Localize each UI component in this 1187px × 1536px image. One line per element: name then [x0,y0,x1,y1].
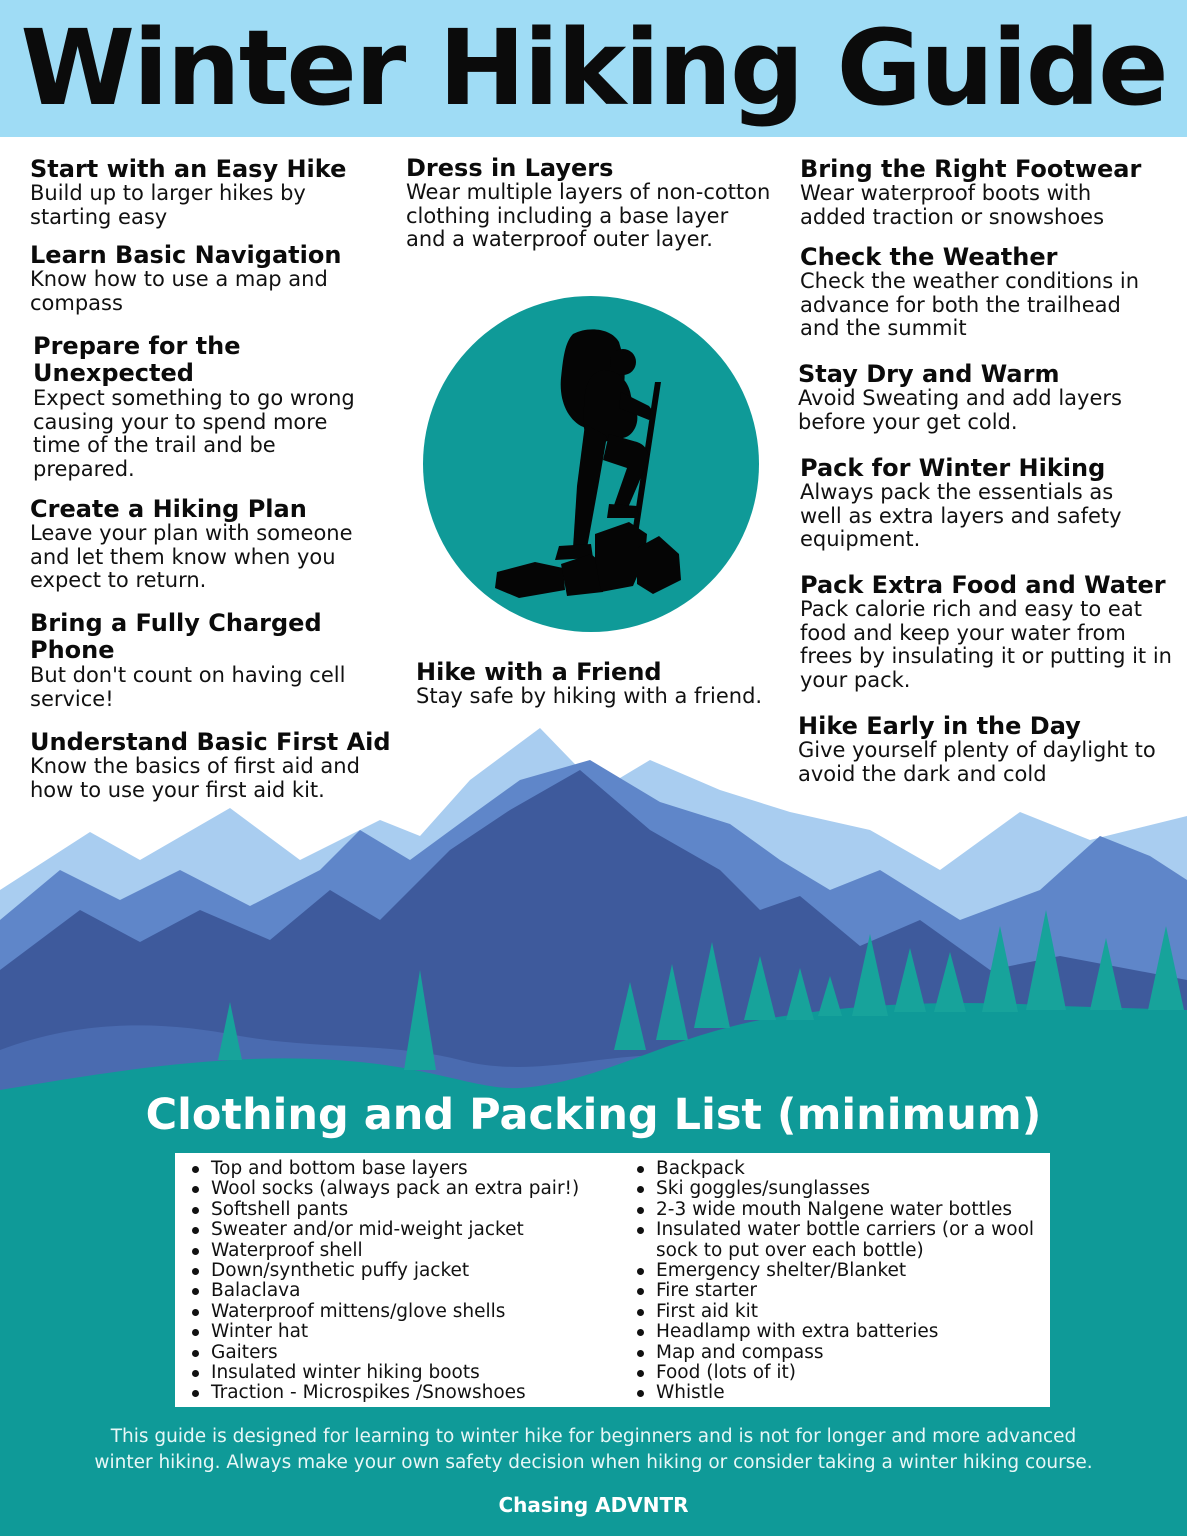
tip-text: Leave your plan with someone and let them know when you expect to return. [30,521,353,592]
list-item: Winter hat [180,1322,600,1342]
list-item: Fire starter [625,1281,1045,1301]
list-item: Top and bottom base layers [180,1159,600,1179]
list-item: Map and compass [625,1343,1045,1363]
tip-navigation [30,242,400,315]
tip-winter-pack [800,455,1180,552]
tip-footwear [800,156,1180,229]
list-item: Waterproof mittens/glove shells [180,1302,600,1322]
tip-heading: Pack Extra Food and Water [800,571,1166,599]
tip-heading: Start with an Easy Hike [30,155,347,183]
list-item: Waterproof shell [180,1241,600,1261]
tip-text: Give yourself plenty of daylight to avoid the dark and cold [798,738,1156,786]
tip-heading: Bring the Right Footwear [800,155,1142,183]
tip-heading: Hike Early in the Day [798,712,1081,740]
tip-text: But don't count on having cell service! [30,663,346,711]
tip-dry-warm [798,361,1178,434]
tip-food-water [800,572,1180,692]
packing-list-title: Clothing and Packing List (minimum) [145,1090,1042,1140]
tip-text: Know the basics of first aid and how to use your first aid kit. [30,754,360,802]
tip-text: Wear waterproof boots with added traction or snowshoes [800,181,1105,229]
list-item: Ski goggles/sunglasses [625,1179,1045,1199]
list-item: Down/synthetic puffy jacket [180,1261,600,1281]
page-title: Winter Hiking Guide [20,7,1167,129]
list-item: Emergency shelter/Blanket [625,1261,1045,1281]
list-item: First aid kit [625,1302,1045,1322]
tip-friend [416,659,786,709]
tip-layers [406,155,776,252]
brand-name: Chasing ADVNTR [498,1493,689,1517]
list-item: Headlamp with extra batteries [625,1322,1045,1342]
tip-text: Stay safe by hiking with a friend. [416,684,763,708]
list-item: Gaiters [180,1343,600,1363]
list-item: Sweater and/or mid-weight jacket [180,1220,600,1240]
list-item: Backpack [625,1159,1045,1179]
tip-heading: Hike with a Friend [416,658,662,686]
packing-list-right [625,1159,1045,1404]
tip-heading: Stay Dry and Warm [798,360,1060,388]
disclaimer-text: This guide is designed for learning to winter hike for beginners and is not for longer and more advanced winter hiking. Always make your own safety decision when hiking or consider taking a winter hiking course. [94,1426,1093,1473]
tip-text: Know how to use a map and compass [30,267,328,315]
list-item: Wool socks (always pack an extra pair!) [180,1179,600,1199]
list-item: 2-3 wide mouth Nalgene water bottles [625,1200,1045,1220]
tip-text: Build up to larger hikes by starting easy [30,181,306,229]
tip-charged-phone [30,610,400,711]
list-item: Insulated water bottle carriers (or a wool sock to put over each bottle) [625,1220,1041,1261]
tip-heading: Dress in Layers [406,154,614,182]
tip-weather [800,244,1180,341]
hiker-silhouette-icon [423,296,759,632]
tip-heading: Understand Basic First Aid [30,728,391,756]
packing-list-box [175,1153,1050,1407]
tip-text: Pack calorie rich and easy to eat food and keep your water from frees by insulating it or putting it in your pack. [800,597,1172,692]
list-item: Softshell pants [180,1200,600,1220]
tip-heading: Create a Hiking Plan [30,495,307,523]
tip-text: Avoid Sweating and add layers before your get cold. [798,386,1122,434]
tip-text: Wear multiple layers of non-cotton clothing including a base layer and a waterproof outer layer. [406,180,771,251]
tip-text: Check the weather conditions in advance for both the trailhead and the summit [800,269,1140,340]
packing-list-left [180,1159,600,1404]
list-item: Insulated winter hiking boots [180,1363,600,1383]
list-item: Traction - Microspikes /Snowshoes [180,1383,600,1403]
list-item: Whistle [625,1383,1045,1403]
tip-heading: Check the Weather [800,243,1058,271]
tip-easy-hike [30,156,400,229]
tip-text: Always pack the essentials as well as extra layers and safety equipment. [800,480,1122,551]
tip-text: Expect something to go wrong causing your to spend more time of the trail and be prepared. [33,386,355,481]
tip-hiking-plan [30,496,400,593]
list-item: Balaclava [180,1281,600,1301]
mountain-landscape [0,720,1187,1120]
tip-heading: Bring a Fully Charged Phone [30,609,322,664]
tip-heading: Prepare for the Unexpected [33,332,241,387]
tip-heading: Pack for Winter Hiking [800,454,1106,482]
tip-unexpected [33,333,383,481]
list-item: Food (lots of it) [625,1363,1045,1383]
tip-heading: Learn Basic Navigation [30,241,342,269]
